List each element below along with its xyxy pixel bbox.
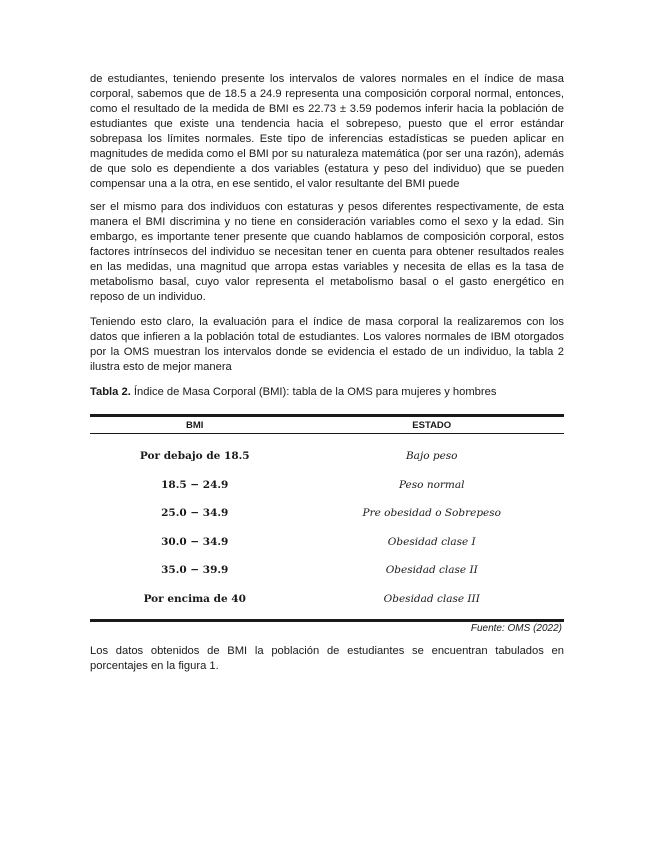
paragraph-1: de estudiantes, teniendo presente los intervalos de valores normales en el índice de masa corporal, sabemos que de 18.5 a 24.9 representa una composición corporal normal, entonces, como el resultado de la medida de BMI es 22.73 ± 3.59 podemos inferir hacia la población de estudiantes que existe una tendencia hacia el sobrepeso, puesto que el error estándar sobrepasa los límites normales. Este tipo de inferencias estadísticas se pueden aplicar en magnitudes de medida como el BMI por su naturaleza matemática (por ser una razón), además de que solo es dependiente a dos variables (estatura y peso del individuo) que se pueden compensar una a la otra, en ese sentido, el valor resultante del BMI puede [90, 73, 564, 190]
bmi-cell: Por debajo de 18.5 [139, 450, 250, 463]
table-row [90, 434, 564, 471]
estado-cell: Obesidad clase III [383, 592, 480, 605]
table-bottom-rule [90, 619, 564, 622]
table-caption-text: Índice de Masa Corporal (BMI): tabla de la OMS para mujeres y hombres [130, 386, 497, 398]
estado-cell: Obesidad clase II [385, 564, 478, 577]
estado-cell: Peso normal [398, 478, 465, 491]
estado-cell: Pre obesidad o Sobrepeso [362, 507, 501, 520]
table-caption-label: Tabla 2. [90, 386, 131, 398]
table-row [90, 585, 564, 614]
bmi-table [90, 414, 564, 613]
estado-cell: Bajo peso [405, 450, 458, 463]
bmi-cell: 18.5 − 24.9 [161, 478, 229, 491]
bmi-cell: 25.0 − 34.9 [161, 507, 229, 520]
table-header-row [90, 416, 564, 434]
header-estado: ESTADO [300, 416, 565, 434]
paragraph-3: Teniendo esto claro, la evaluación para el índice de masa corporal la realizaremos con los datos que infieren a la población total de estudiantes. Los valores normales de IBM otorgados por la OMS muestran los intervalos donde se evidencia el estado de un individuo, la tabla 2 ilustra esto de mejor manera [90, 316, 564, 373]
bmi-cell: Por encima de 40 [143, 592, 246, 605]
bmi-cell: 30.0 − 34.9 [161, 535, 229, 548]
table-row [90, 499, 564, 528]
table-caption [90, 385, 564, 400]
header-bmi: BMI [90, 416, 300, 434]
bmi-cell: 35.0 − 39.9 [161, 564, 229, 577]
document-page [90, 72, 564, 674]
paragraph-4: Los datos obtenidos de BMI la población de estudiantes se encuentran tabulados en porcentajes en la figura 1. [90, 645, 564, 672]
table-row [90, 556, 564, 585]
paragraph-2: ser el mismo para dos individuos con estaturas y pesos diferentes respectivamente, de esta manera el BMI discrimina y no tiene en consideración variables como el sexo y la edad. Sin embargo, es importante tener presente que cuando hablamos de composición corporal, estos factores intrínsecos del individuo se necesitan tener en cuenta para obtener resultados reales en las medidas, una magnitud que arropa estas variables y necesita de ellas es la tasa de metabolismo basal, cuyo valor representa el metabolismo basal o el gasto energético en reposo de un individuo. [90, 201, 564, 303]
table-row [90, 471, 564, 500]
table-source: Fuente: OMS (2022) [470, 623, 562, 634]
estado-cell: Obesidad clase I [387, 535, 476, 548]
table-row [90, 528, 564, 557]
